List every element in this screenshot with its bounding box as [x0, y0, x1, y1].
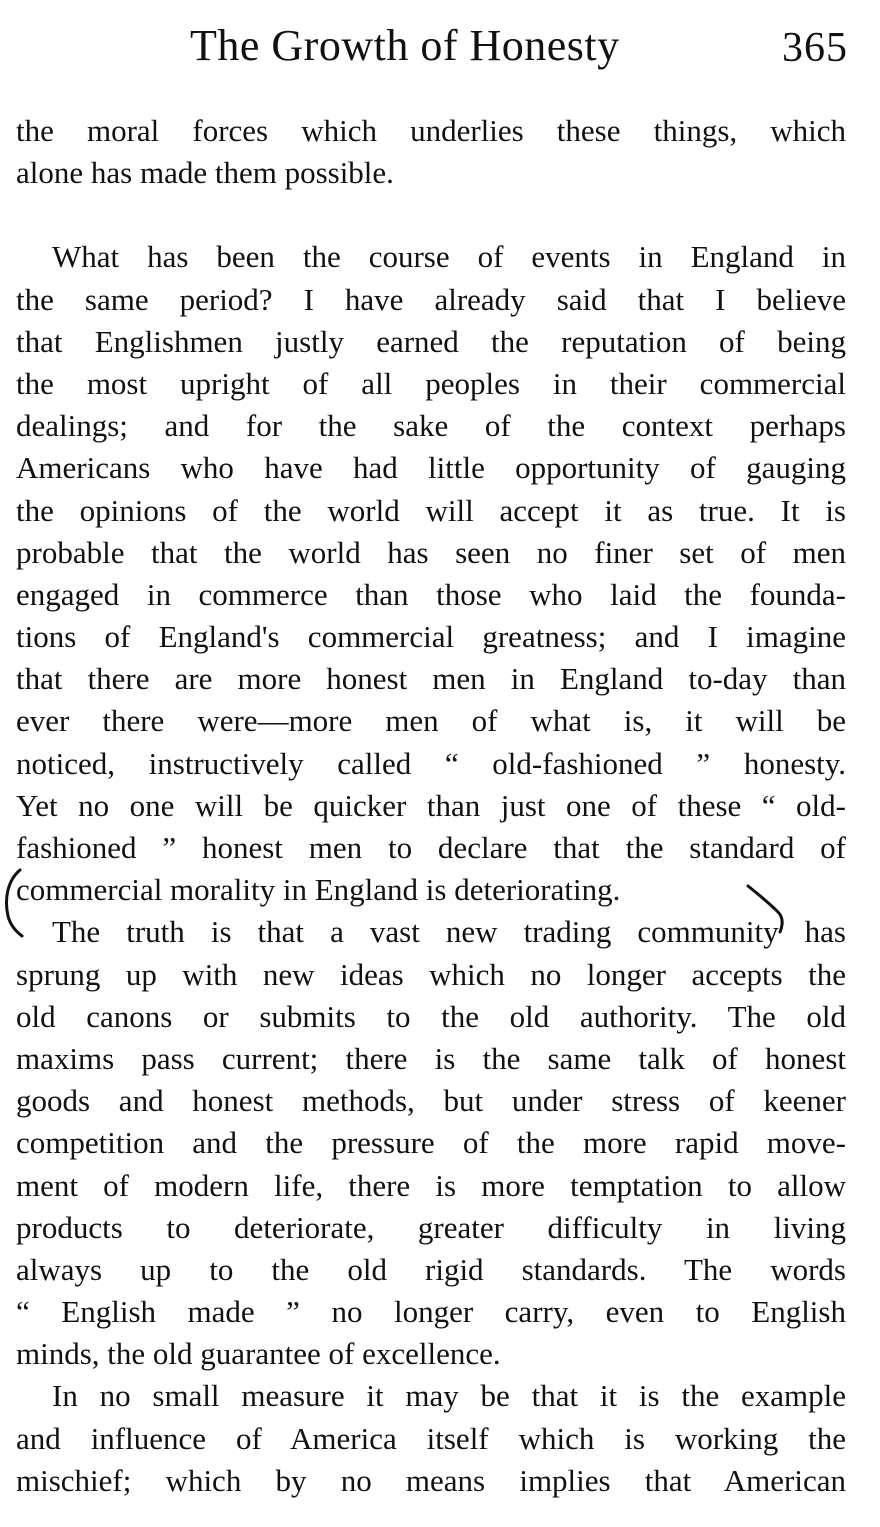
text-line: fashioned ” honest men to declare that the standard of [16, 830, 846, 865]
text-line: sprung up with new ideas which no longer accepts the [16, 956, 846, 992]
text-line: the most upright of all peoples in their commercial [16, 365, 846, 401]
text-line: probable that the world has seen no finer set of men [16, 534, 846, 570]
handwritten-right-bracket-icon [744, 880, 792, 944]
text-line: always up to the old rigid standards. The words [16, 1251, 846, 1287]
text-line: tions of England's commercial greatness; and I imagine [16, 619, 846, 655]
text-line: Americans who have had little opportunity of gauging [16, 450, 846, 486]
text-line: the opinions of the world will accept it as true. It is [16, 492, 846, 528]
text-line: the moral forces which underlies these things, which [16, 113, 846, 148]
paragraph-continuation [16, 110, 846, 194]
text-line: dealings; and for the sake of the context perhaps [16, 408, 846, 444]
text-line: “ English made ” no longer carry, even to English [16, 1294, 846, 1330]
text-line: old canons or submits to the old authority. The old [16, 998, 846, 1034]
text-line: commercial morality in England is deteriorating. [16, 872, 621, 908]
text-line: products to deteriorate, greater difficulty in living [16, 1209, 846, 1245]
text-line: and influence of America itself which is working the [16, 1420, 846, 1456]
text-line: The truth is that a vast new trading community has [52, 914, 846, 950]
text-line: ment of modern life, there is more temptation to allow [16, 1167, 846, 1203]
handwritten-left-bracket-icon [2, 866, 24, 940]
page-header [0, 18, 880, 78]
text-line: goods and honest methods, but under stress of keener [16, 1083, 846, 1119]
body-text [16, 110, 846, 1502]
text-line: What has been the course of events in England in [52, 239, 846, 275]
text-line: that there are more honest men in England to-day than [16, 661, 846, 697]
text-line: In no small measure it may be that it is the example [52, 1378, 846, 1414]
text-line: engaged in commerce than those who laid the founda- [16, 576, 846, 612]
text-line: that Englishmen justly earned the reputation of being [16, 323, 846, 359]
page-number: 365 [782, 25, 848, 71]
text-line: maxims pass current; there is the same talk of honest [16, 1040, 846, 1076]
running-title: The Growth of Honesty [190, 21, 620, 70]
text-line: ever there were—more men of what is, it will be [16, 703, 846, 739]
text-line: alone has made them possible. [16, 155, 394, 191]
paragraph-gap [16, 194, 846, 236]
text-line: competition and the pressure of the more rapid move- [16, 1125, 846, 1161]
text-line: noticed, instructively called “ old-fashioned ” honesty. [16, 745, 846, 781]
text-line: mischief; which by no means implies that American [16, 1462, 846, 1498]
text-line: the same period? I have already said that I believe [16, 281, 846, 317]
paragraph-england [16, 236, 846, 1375]
text-line: minds, the old guarantee of excellence. [16, 1336, 501, 1372]
text-line: Yet no one will be quicker than just one of these “ old- [16, 787, 846, 823]
paragraph-america [16, 1375, 846, 1502]
